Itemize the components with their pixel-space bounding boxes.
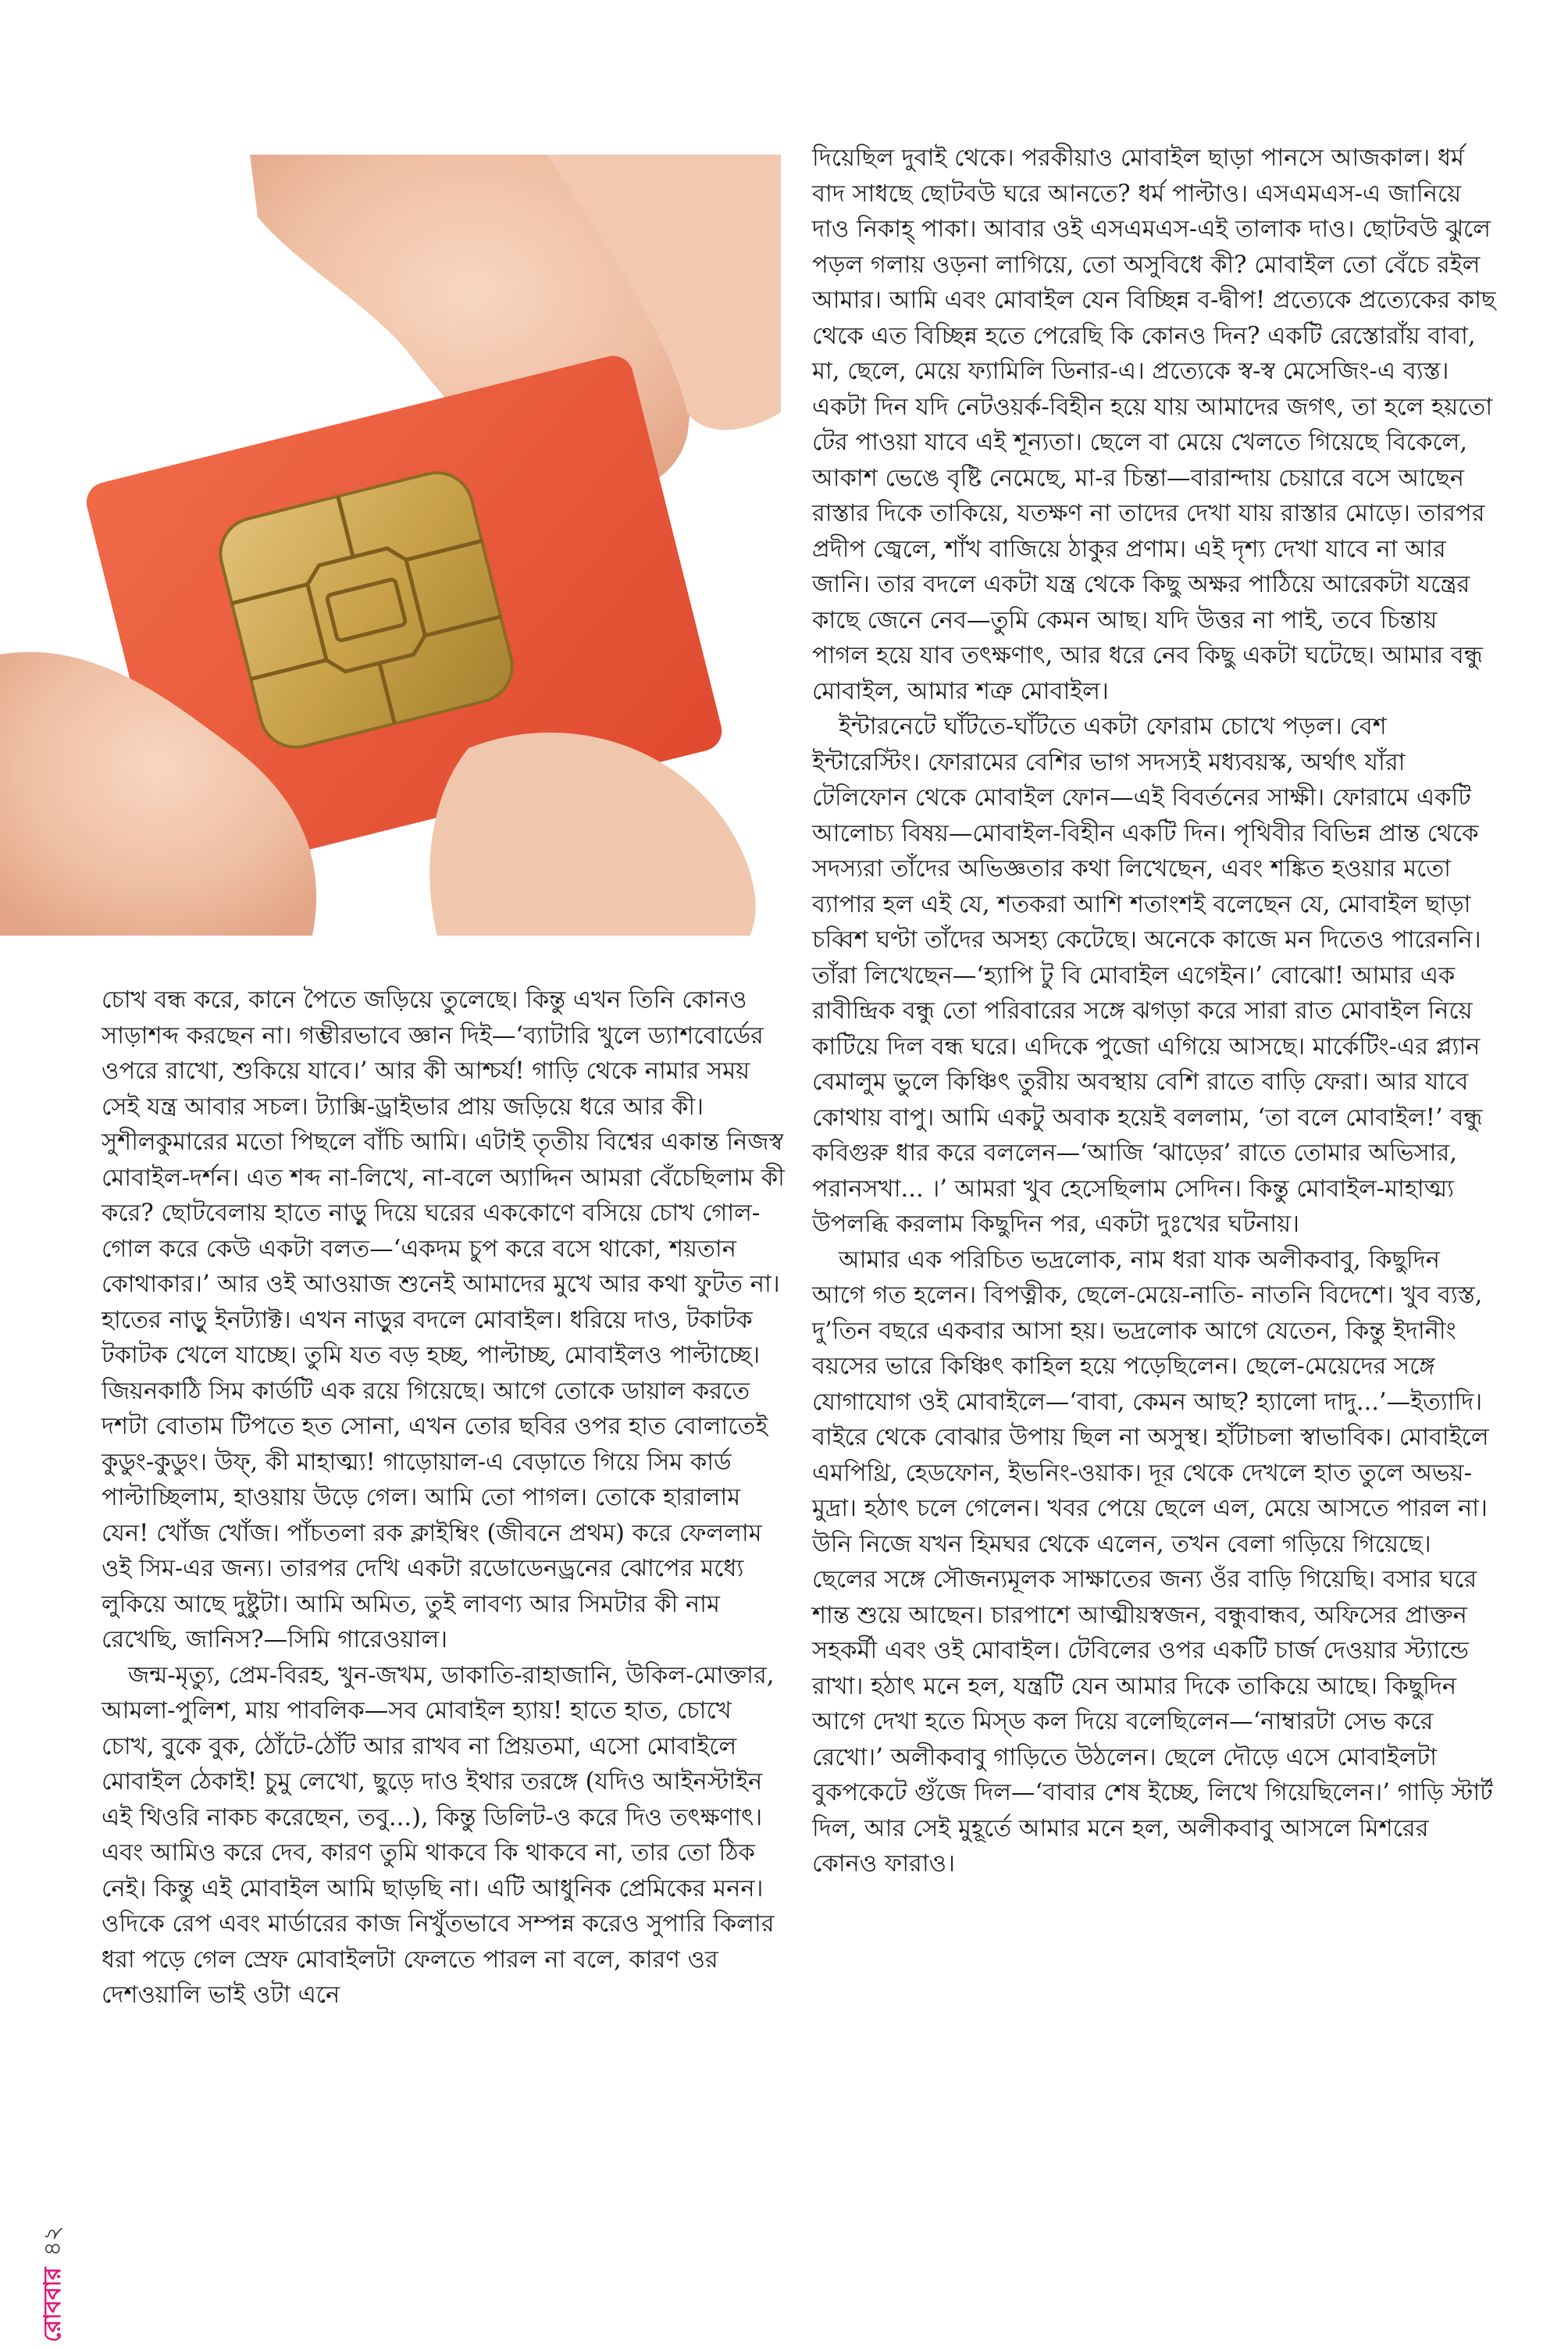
right-text-column bbox=[812, 141, 1499, 1882]
sim-card-photo bbox=[0, 155, 781, 936]
paragraph: ইন্টারনেটে ঘাঁটতে-ঘাঁটতে একটা ফোরাম চোখে পড়ল। বেশ ইন্টারেস্টিং। ফোরামের বেশির ভাগ সদস্যই মধ্যবয়স্ক, অর্থাৎ যাঁরা টেলিফোন থেকে মোবাইল ফোন—এই বিবর্তনের সাক্ষী। ফোরামে একটি আলোচ্য বিষয়—মোবাইল-বিহীন একটি দিন। পৃথিবীর বিভিন্ন প্রান্ত থেকে সদস্যরা তাঁদের অভিজ্ঞতার কথা লিখেছেন, এবং শঙ্কিত হওয়ার মতো ব্যাপার হল এই যে, শতকরা আশি শতাংশই বলেছেন যে, মোবাইল ছাড়া চব্বিশ ঘণ্টা তাঁদের অসহ্য কেটেছে। অনেকে কাজে মন দিতেও পারেননি। তাঁরা লিখেছেন—‘হ্যাপি টু বি মোবাইল এগেইন।’ বোঝো! আমার এক রাবীন্দ্রিক বন্ধু তো পরিবারের সঙ্গে ঝগড়া করে সারা রাত মোবাইল নিয়ে কাটিয়ে দিল বন্ধ ঘরে। এদিকে পুজো এগিয়ে আসছে। মার্কেটিং-এর প্ল্যান বেমালুম ভুলে কিঞ্চিৎ তুরীয় অবস্থায় বেশি রাতে বাড়ি ফেরা। আর যাবে কোথায় বাপু। আমি একটু অবাক হয়েই বললাম, ‘তা বলে মোবাইল!’ বন্ধু কবিগুরু ধার করে বললেন—‘আজি ‘ঝাড়ের’ রাতে তোমার অভিসার, পরানসখা... ।’ আমরা খুব হেসেছিলাম সেদিন। কিন্তু মোবাইল-মাহাত্ম্য উপলব্ধি করলাম কিছুদিন পর, একটা দুঃখের ঘটনায়। bbox=[812, 713, 1483, 1238]
paragraph: দিয়েছিল দুবাই থেকে। পরকীয়াও মোবাইল ছাড়া পানসে আজকাল। ধর্ম বাদ সাধছে ছোটবউ ঘরে আনতে? ধর্ম পাল্টাও। এসএমএস-এ জানিয়ে দাও নিকাহ্‌ পাকা। আবার ওই এসএমএস-এই তালাক দাও। ছোটবউ ঝুলে পড়ল গলায় ওড়না লাগিয়ে, তো অসুবিধে কী? মোবাইল তো বেঁচে রইল আমার। আমি এবং মোবাইল যেন বিচ্ছিন্ন ব-দ্বীপ! প্রত্যেকে প্রত্যেকের কাছ থেকে এত বিচ্ছিন্ন হতে পেরেছি কি কোনও দিন? একটি রেস্তোরাঁয় বাবা, মা, ছেলে, মেয়ে ফ্যামিলি ডিনার-এ। প্রত্যেকে স্ব-স্ব মেসেজিং-এ ব্যস্ত। একটা দিন যদি নেটওয়র্ক-বিহীন হয়ে যায় আমাদের জগৎ, তা হলে হয়তো টের পাওয়া যাবে এই শূন্যতা। ছেলে বা মেয়ে খেলতে গিয়েছে বিকেলে, আকাশ ভেঙে বৃষ্টি নেমেছে, মা-র চিন্তা—বারান্দায় চেয়ারে বসে আছেন রাস্তার দিকে তাকিয়ে, যতক্ষণ না তাদের দেখা যায় রাস্তার মোড়ে। তারপর প্রদীপ জ্বেলে, শাঁখ বাজিয়ে ঠাকুর প্রণাম। এই দৃশ্য দেখা যাবে না আর জানি। তার বদলে একটা যন্ত্র থেকে কিছু অক্ষর পাঠিয়ে আরেকটা যন্ত্রের কাছে জেনে নেব—তুমি কেমন আছ। যদি উত্তর না পাই, তবে চিন্তায় পাগল হয়ে যাব তৎক্ষণাৎ, আর ধরে নেব কিছু একটা ঘটেছে। আমার বন্ধু মোবাইল, আমার শত্রু মোবাইল। bbox=[812, 144, 1496, 705]
sim-card-in-fingers-icon bbox=[0, 155, 781, 936]
page-number: ৪২ bbox=[39, 2226, 66, 2256]
left-text-column bbox=[102, 982, 789, 2013]
paragraph: আমার এক পরিচিত ভদ্রলোক, নাম ধরা যাক অলীকবাবু, কিছুদিন আগে গত হলেন। বিপত্নীক, ছেলে-মেয়ে-নাতি- নাতনি বিদেশে। খুব ব্যস্ত, দু’তিন বছরে একবার আসা হয়। ভদ্রলোক আগে যেতেন, কিন্তু ইদানীং বয়সের ভারে কিঞ্চিৎ কাহিল হয়ে পড়েছিলেন। ছেলে-মেয়েদের সঙ্গে যোগাযোগ ওই মোবাইলে—‘বাবা, কেমন আছ? হ্যালো দাদু...’—ইত্যাদি। বাইরে থেকে বোঝার উপায় ছিল না অসুস্থ। হাঁটাচলা স্বাভাবিক। মোবাইলে এমপিথ্রি, হেডফোন, ইভনিং-ওয়াক। দূর থেকে দেখলে হাত তুলে অভয়-মুদ্রা। হঠাৎ চলে গেলেন। খবর পেয়ে ছেলে এল, মেয়ে আসতে পারল না। উনি নিজে যখন হিমঘর থেকে এলেন, তখন বেলা গড়িয়ে গিয়েছে। ছেলের সঙ্গে সৌজন্যমূলক সাক্ষাতের জন্য ওঁর বাড়ি গিয়েছি। বসার ঘরে শান্ত শুয়ে আছেন। চারপাশে আত্মীয়স্বজন, বন্ধুবান্ধব, অফিসের প্রাক্তন সহকর্মী এবং ওই মোবাইল। টেবিলের ওপর একটি চার্জ দেওয়ার স্ট্যান্ডে রাখা। হঠাৎ মনে হল, যন্ত্রটি যেন আমার দিকে তাকিয়ে আছে। কিছুদিন আগে দেখা হতে মিস্‌ড কল দিয়ে বলেছিলেন—‘নাম্বারটা সেভ করে রেখো।’ অলীকবাবু গাড়িতে উঠলেন। ছেলে দৌড়ে এসে মোবাইলটা বুকপকেটে গুঁজে দিল—‘বাবার শেষ ইচ্ছে, লিখে গিয়েছিলেন।’ গাড়ি স্টার্ট দিল, আর সেই মুহূর্তে আমার মনে হল, অলীকবাবু আসলে মিশরের কোনও ফারাও। bbox=[812, 1246, 1493, 1878]
magazine-name: রোববার bbox=[39, 2266, 66, 2342]
paragraph: চোখ বন্ধ করে, কানে পৈতে জড়িয়ে তুলেছে। কিন্তু এখন তিনি কোনও সাড়াশব্দ করছেন না। গম্ভীরভাবে জ্ঞান দিই—‘ব্যাটারি খুলে ড্যাশবোর্ডের ওপরে রাখো, শুকিয়ে যাবে।’ আর কী আশ্চর্য! গাড়ি থেকে নামার সময় সেই যন্ত্র আবার সচল। ট্যাক্সি-ড্রাইভার প্রায় জড়িয়ে ধরে আর কী। সুশীলকুমারের মতো পিছলে বাঁচি আমি। এটাই তৃতীয় বিশ্বের একান্ত নিজস্ব মোবাইল-দর্শন। এত শব্দ না-লিখে, না-বলে অ্যাদ্দিন আমরা বেঁচেছিলাম কী করে? ছোটবেলায় হাতে নাড়ু দিয়ে ঘরের এককোণে বসিয়ে চোখ গোল-গোল করে কেউ একটা বলত—‘একদম চুপ করে বসে থাকো, শয়তান কোথাকার।’ আর ওই আওয়াজ শুনেই আমাদের মুখে আর কথা ফুটত না। হাতের নাড়ু ইনট্যাক্ট। এখন নাড়ুর বদলে মোবাইল। ধরিয়ে দাও, টকাটক টকাটক খেলে যাচ্ছে। তুমি যত বড় হচ্ছ, পাল্টাচ্ছ, মোবাইলও পাল্টাচ্ছে। জিয়নকাঠি সিম কার্ডটি এক রয়ে গিয়েছে। আগে তোকে ডায়াল করতে দশটা বোতাম টিপতে হত সোনা, এখন তোর ছবির ওপর হাত বোলাতেই কুডুং-কুডুং। উফ্‌, কী মাহাত্ম্য! গাড়োয়াল-এ বেড়াতে গিয়ে সিম কার্ড পাল্টাচ্ছিলাম, হাওয়ায় উড়ে গেল। আমি তো পাগল। তোকে হারালাম যেন! খোঁজ খোঁজ। পাঁচতলা রক ক্লাইম্বিং (জীবনে প্রথম) করে ফেললাম ওই সিম-এর জন্য। তারপর দেখি একটা রডোডেনড্রনের ঝোপের মধ্যে লুকিয়ে আছে দুষ্টুটা। আমি অমিত, তুই লাবণ্য আর সিমটার কী নাম রেখেছি, জানিস?—সিমি গারেওয়াল। bbox=[102, 986, 785, 1653]
page-folio bbox=[33, 2226, 73, 2342]
paragraph: জন্ম-মৃত্যু, প্রেম-বিরহ, খুন-জখম, ডাকাতি-রাহাজানি, উকিল-মোক্তার, আমলা-পুলিশ, মায় পাবলিক—সব মোবাইল হ্যায়! হাতে হাত, চোখে চোখ, বুকে বুক, ঠোঁটে-ঠোঁট আর রাখব না প্রিয়তমা, এসো মোবাইলে মোবাইল ঠেকাই! চুমু লেখো, ছুড়ে দাও ইথার তরঙ্গে (যদিও আইনস্টাইন এই থিওরি নাকচ করেছেন, তবু...), কিন্তু ডিলিট-ও করে দিও তৎক্ষণাৎ। এবং আমিও করে দেব, কারণ তুমি থাকবে কি থাকবে না, তার তো ঠিক নেই। কিন্তু এই মোবাইল আমি ছাড়ছি না। এটি আধুনিক প্রেমিকের মনন। ওদিকে রেপ এবং মার্ডারের কাজ নিখুঁতভাবে সম্পন্ন করেও সুপারি কিলার ধরা পড়ে গেল স্রেফ মোবাইলটা ফেলতে পারল না বলে, কারণ ওর দেশওয়ালি ভাই ওটা এনে bbox=[102, 1661, 775, 2009]
